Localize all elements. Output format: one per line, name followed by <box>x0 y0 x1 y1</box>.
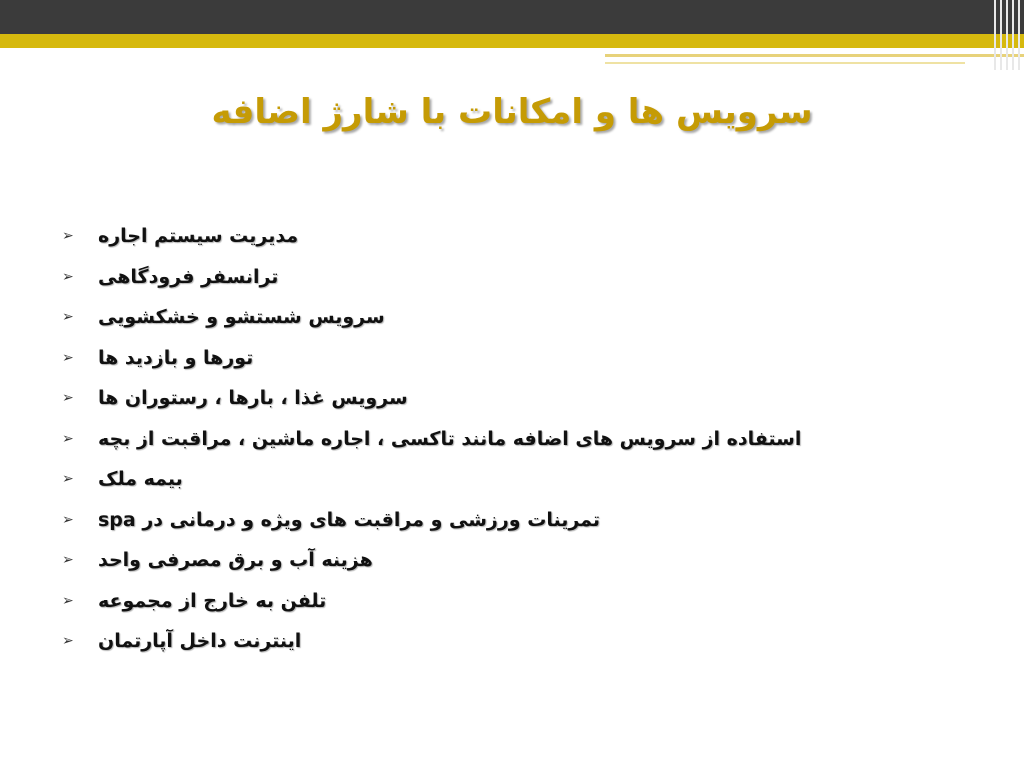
corner-stripes-decoration <box>992 0 1024 70</box>
gold-accent-line-secondary <box>605 62 965 64</box>
bullet-list <box>62 216 922 662</box>
list-item <box>62 540 922 581</box>
list-item-text: تمرینات ورزشی و مراقبت های ویژه و درمانی در spa <box>98 508 601 531</box>
list-item-text: سرویس شستشو و خشکشویی <box>98 306 385 329</box>
slide-title: سرویس ها و امکانات با شارژ اضافه <box>211 92 813 132</box>
list-item-text: اینترنت داخل آپارتمان <box>98 630 302 653</box>
list-item <box>62 500 922 541</box>
arrow-bullet-icon: ➢ <box>62 430 74 447</box>
arrow-bullet-icon: ➢ <box>62 309 74 326</box>
list-item <box>62 621 922 662</box>
list-item-text: بیمه ملک <box>98 468 183 491</box>
arrow-bullet-icon: ➢ <box>62 511 74 528</box>
arrow-bullet-icon: ➢ <box>62 268 74 285</box>
list-item-text: تورها و بازدید ها <box>98 346 254 369</box>
list-item-text: ترانسفر فرودگاهی <box>98 265 279 288</box>
list-item <box>62 419 922 460</box>
arrow-bullet-icon: ➢ <box>62 349 74 366</box>
list-item <box>62 581 922 622</box>
list-item-text: سرویس غذا ، بارها ، رستوران ها <box>98 387 408 410</box>
list-item <box>62 459 922 500</box>
list-item-text: هزینه آب و برق مصرفی واحد <box>98 549 373 572</box>
arrow-bullet-icon: ➢ <box>62 471 74 488</box>
arrow-bullet-icon: ➢ <box>62 552 74 569</box>
list-item <box>62 257 922 298</box>
list-item <box>62 378 922 419</box>
arrow-bullet-icon: ➢ <box>62 228 74 245</box>
list-item <box>62 216 922 257</box>
top-dark-bar <box>0 0 1024 34</box>
arrow-bullet-icon: ➢ <box>62 633 74 650</box>
list-item-text: استفاده از سرویس های اضافه مانند تاکسی ، اجاره ماشین ، مراقبت از بچه <box>98 427 802 450</box>
arrow-bullet-icon: ➢ <box>62 390 74 407</box>
gold-accent-line <box>605 54 1024 57</box>
gold-accent-band <box>0 34 1024 48</box>
list-item-text: مدیریت سیستم اجاره <box>98 225 299 248</box>
list-item <box>62 338 922 379</box>
list-item <box>62 297 922 338</box>
list-item-text: تلفن به خارج از مجموعه <box>98 589 327 612</box>
arrow-bullet-icon: ➢ <box>62 592 74 609</box>
